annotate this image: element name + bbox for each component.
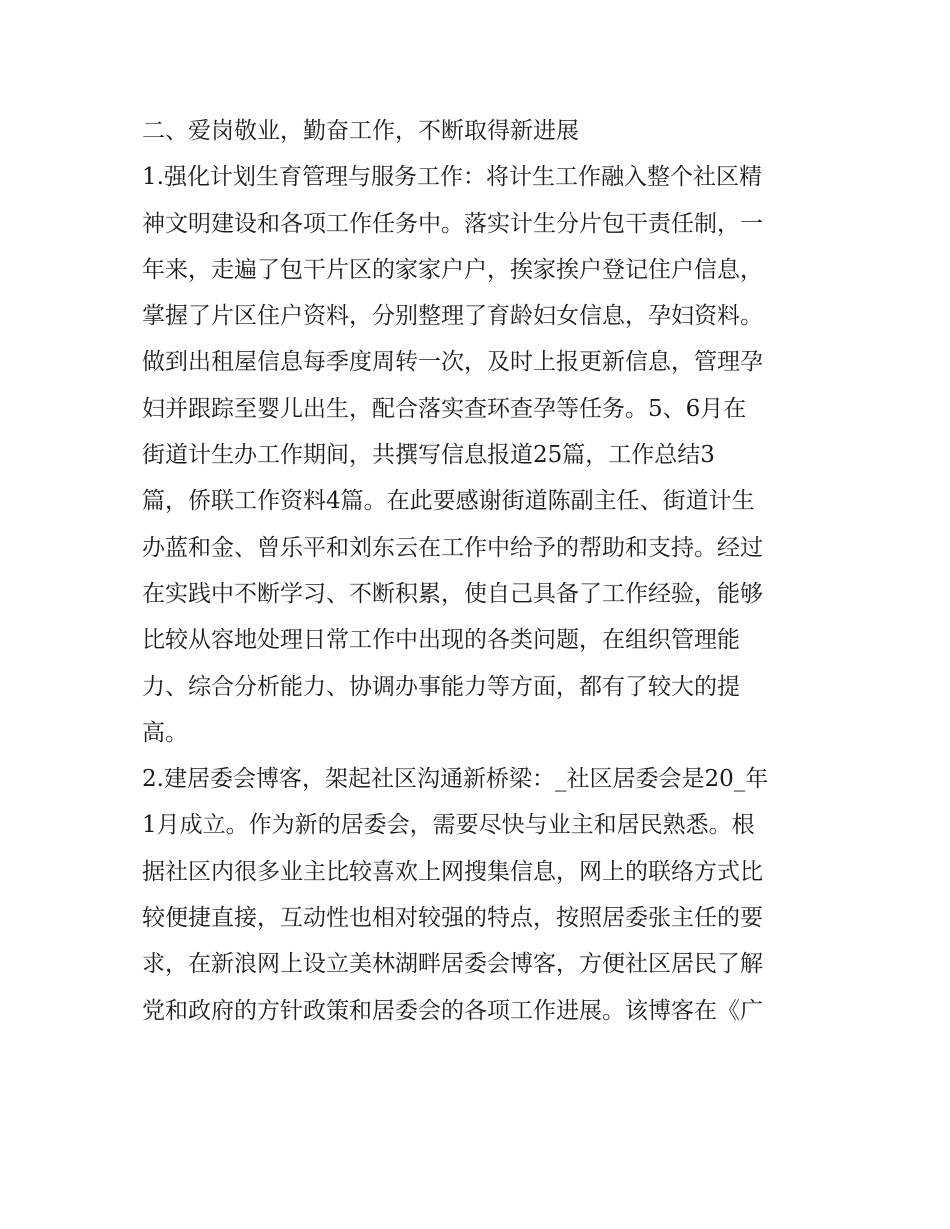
text-line: 在实践中不断学习、不断积累，使自己具备了工作经验，能够 [142,580,763,607]
text-line: 神文明建设和各项工作任务中。落实计生分片包干责任制，一 [142,210,763,237]
section-heading: 二、爱岗敬业，勤奋工作，不断取得新进展 [142,118,579,144]
text-line: 妇并跟踪至婴儿出生，配合落实查环查孕等任务。5、6月在 [142,395,747,422]
text-line: 1.强化计划生育管理与服务工作：将计生工作融入整个社区精 [142,164,762,191]
text-line: 街道计生办工作期间，共撰写信息报道25篇，工作总结3 [142,442,715,469]
text-line: 掌握了片区住户资料，分别整理了育龄妇女信息，孕妇资料。 [142,303,763,330]
text-line: 做到出租屋信息每季度周转一次，及时上报更新信息，管理孕 [142,349,763,376]
text-line: 较便捷直接，互动性也相对较强的特点，按照居委张主任的要 [142,905,763,932]
text-line: 力、综合分析能力、协调办事能力等方面，都有了较大的提 [142,673,740,700]
text-line: 篇，侨联工作资料4篇。在此要感谢街道陈副主任、街道计生 [142,488,755,515]
text-line: 2.建居委会博客，架起社区沟通新桥梁：_社区居委会是20_年 [142,766,769,793]
text-line: 年来，走遍了包干片区的家家户户，挨家挨户登记住户信息， [142,256,763,283]
text-line: 比较从容地处理日常工作中出现的各类问题，在组织管理能 [142,627,740,654]
text-line: 1月成立。作为新的居委会，需要尽快与业主和居民熟悉。根 [142,812,755,839]
text-line: 党和政府的方针政策和居委会的各项工作进展。该博客在《广 [142,997,763,1024]
text-line: 高。 [142,719,188,746]
text-line: 据社区内很多业主比较喜欢上网搜集信息，网上的联络方式比 [142,858,763,885]
text-line: 办蓝和金、曾乐平和刘东云在工作中给予的帮助和支持。经过 [142,534,763,561]
document-body [142,108,822,1034]
text-line: 求，在新浪网上设立美林湖畔居委会博客，方便社区居民了解 [142,951,763,978]
